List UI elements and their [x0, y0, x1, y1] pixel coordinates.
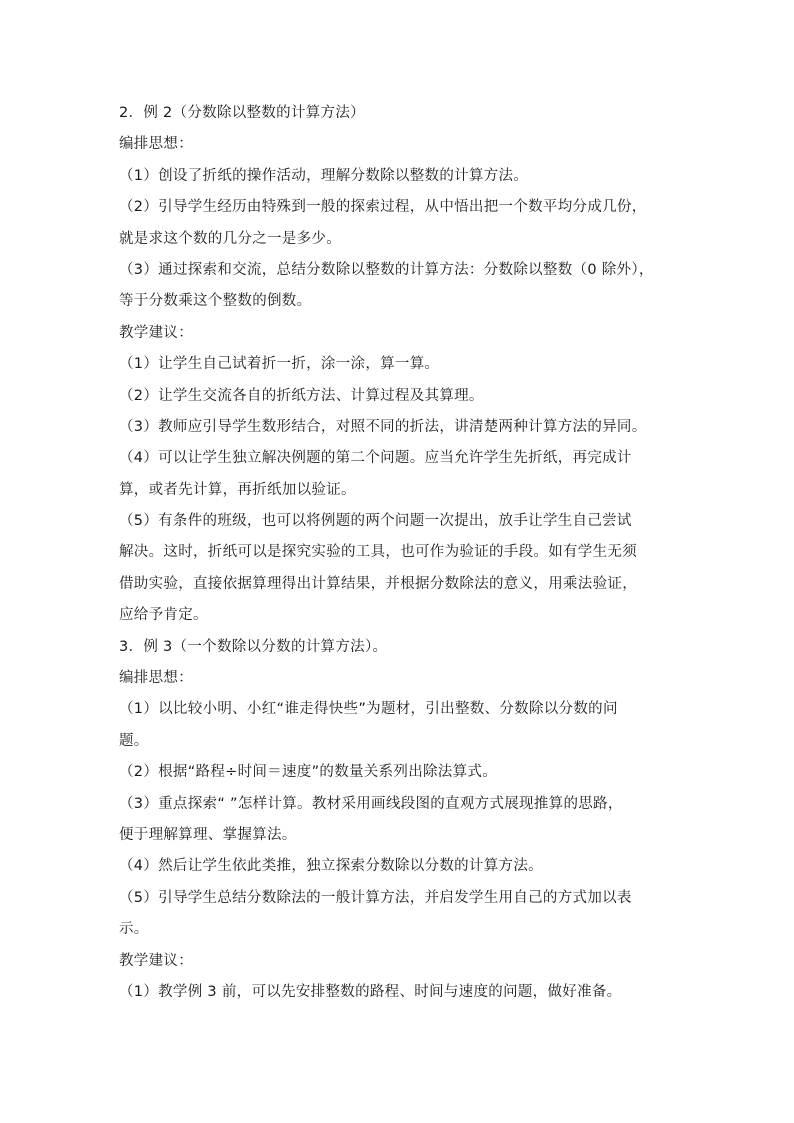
- text-line: （2）引导学生经历由特殊到一般的探索过程，从中悟出把一个数平均分成几份，: [119, 199, 647, 216]
- subheading-teaching-suggestions: 教学建议：: [119, 952, 193, 969]
- text-line: （4）可以让学生独立解决例题的第二个问题。应当允许学生先折纸，再完成计: [119, 450, 632, 467]
- subheading-teaching-suggestions: 教学建议：: [119, 324, 193, 341]
- text-line: （3）重点探索“ ”怎样计算。教材采用画线段图的直观方式展现推算的思路，: [119, 795, 623, 812]
- text-line: （2）让学生交流各自的折纸方法、计算过程及其算理。: [119, 387, 484, 404]
- text-line: （1）教学例 3 前，可以先安排整数的路程、时间与速度的问题，做好准备。: [119, 983, 622, 1000]
- text-line: （1）让学生自己试着折一折，涂一涂，算一算。: [119, 356, 440, 373]
- subheading-design-idea: 编排思想：: [119, 670, 193, 687]
- text-line: （2）根据“路程÷时间＝速度”的数量关系列出除法算式。: [119, 764, 497, 781]
- text-line: （1）创设了折纸的操作活动，理解分数除以整数的计算方法。: [119, 167, 529, 184]
- text-line: 就是求这个数的几分之一是多少。: [119, 230, 341, 247]
- text-line: 便于理解算理、掌握算法。: [119, 826, 297, 843]
- text-line: 等于分数乘这个整数的倒数。: [119, 293, 312, 310]
- section-heading-example-3: 3．例 3（一个数除以分数的计算方法）。: [119, 638, 388, 655]
- text-line: 算，或者先计算，再折纸加以验证。: [119, 481, 356, 498]
- text-line: （3）教师应引导学生数形结合，对照不同的折法，讲清楚两种计算方法的异同。: [119, 418, 647, 435]
- text-line: 解决。这时，折纸可以是探究实验的工具，也可作为验证的手段。如有学生无须: [119, 544, 637, 561]
- text-line: 应给予肯定。: [119, 607, 208, 624]
- text-line: 借助实验，直接依据算理得出计算结果，并根据分数除法的意义，用乘法验证，: [119, 575, 637, 592]
- text-line: 题。: [119, 732, 149, 749]
- text-line: （3）通过探索和交流，总结分数除以整数的计算方法：分数除以整数（0 除外），: [119, 261, 654, 278]
- document-body: [119, 98, 679, 1008]
- subheading-design-idea: 编排思想：: [119, 136, 193, 153]
- text-line: （5）有条件的班级，也可以将例题的两个问题一次提出，放手让学生自己尝试: [119, 513, 632, 530]
- text-line: （1）以比较小明、小红“谁走得快些”为题材，引出整数、分数除以分数的问: [119, 701, 618, 718]
- text-line: （4）然后让学生依此类推，独立探索分数除以分数的计算方法。: [119, 858, 543, 875]
- section-heading-example-2: 2．例 2（分数除以整数的计算方法）: [119, 105, 365, 121]
- text-line: （5）引导学生总结分数除法的一般计算方法，并启发学生用自己的方式加以表: [119, 889, 632, 906]
- text-line: 示。: [119, 921, 149, 938]
